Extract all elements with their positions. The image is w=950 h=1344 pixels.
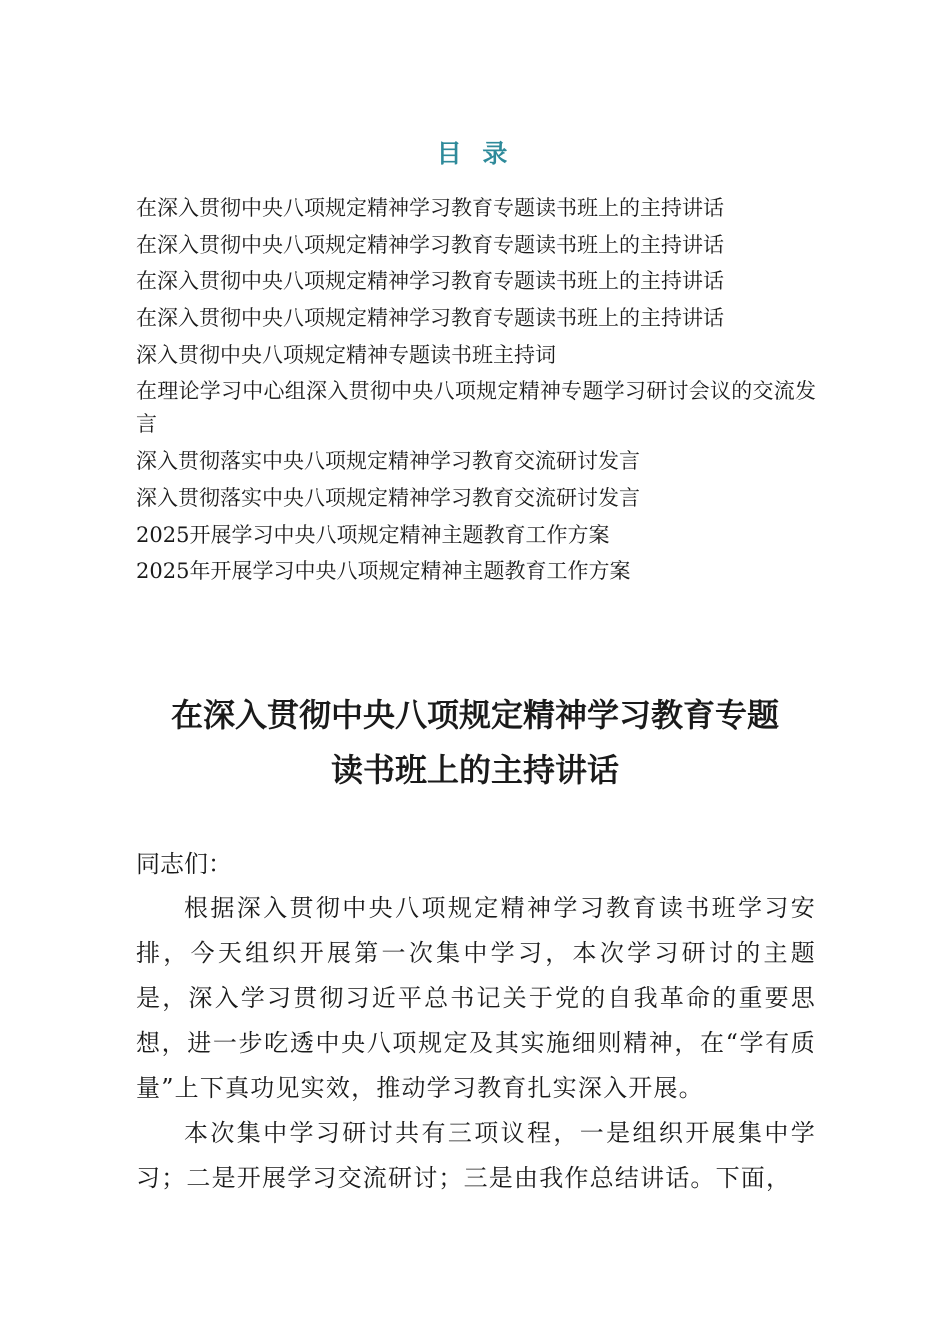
body-paragraph-2: 本次集中学习研讨共有三项议程，一是组织开展集中学习；二是开展学习交流研讨；三是由我作总结讲话。下面， — [136, 1119, 816, 1192]
toc-item[interactable]: 在深入贯彻中央八项规定精神学习教育专题读书班上的主持讲话 — [136, 196, 724, 220]
salutation: 同志们： — [136, 850, 232, 878]
document-title — [120, 688, 830, 798]
document-title-line-1: 在深入贯彻中央八项规定精神学习教育专题 — [170, 696, 779, 734]
toc-item[interactable]: 2025开展学习中央八项规定精神主题教育工作方案 — [136, 522, 610, 547]
toc-item[interactable]: 在深入贯彻中央八项规定精神学习教育专题读书班上的主持讲话 — [136, 306, 724, 331]
toc-title: 目 录 — [436, 139, 514, 168]
table-of-contents — [136, 192, 816, 592]
toc-item[interactable]: 2025年开展学习中央八项规定精神主题教育工作方案 — [136, 559, 631, 584]
toc-item[interactable]: 在理论学习中心组深入贯彻中央八项规定精神专题学习研讨会议的交流发言 — [136, 379, 816, 437]
document-title-line-2: 读书班上的主持讲话 — [330, 751, 619, 789]
toc-item[interactable]: 深入贯彻落实中央八项规定精神学习教育交流研讨发言 — [136, 485, 640, 510]
toc-item[interactable]: 深入贯彻落实中央八项规定精神学习教育交流研讨发言 — [136, 449, 640, 474]
document-body — [136, 842, 816, 1201]
toc-item[interactable]: 在深入贯彻中央八项规定精神学习教育专题读书班上的主持讲话 — [136, 232, 724, 257]
toc-item[interactable]: 在深入贯彻中央八项规定精神学习教育专题读书班上的主持讲话 — [136, 269, 724, 294]
body-paragraph-1: 根据深入贯彻中央八项规定精神学习教育读书班学习安排，今天组织开展第一次集中学习，本次学习研讨的主题是，深入学习贯彻习近平总书记关于党的自我革命的重要思想，进一步吃透中央八项规定及其实施细则精神，在“学有质量”上下真功见实效，推动学习教育扎实深入开展。 — [136, 894, 816, 1102]
toc-item[interactable]: 深入贯彻中央八项规定精神专题读书班主持词 — [136, 342, 556, 367]
